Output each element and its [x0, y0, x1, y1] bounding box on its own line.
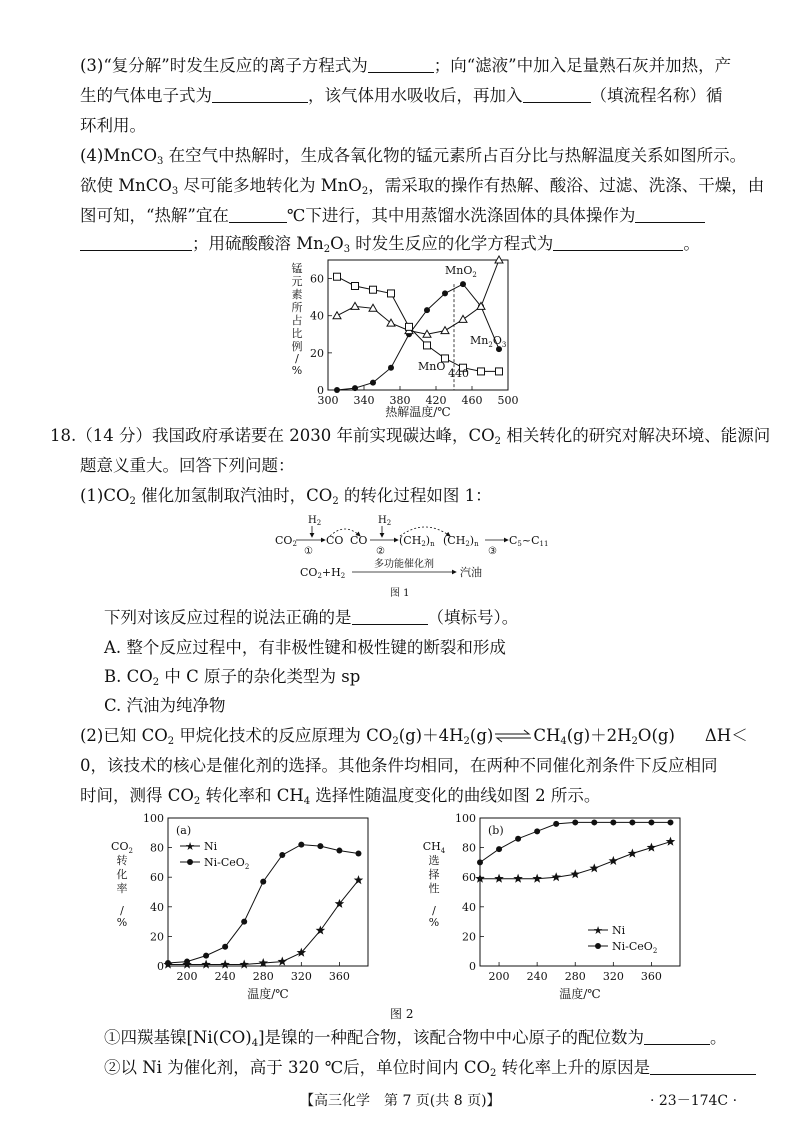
overall-product: 汽油	[460, 566, 482, 579]
x-tick-label: 280	[252, 970, 274, 983]
data-point-Ni	[609, 856, 619, 865]
svg-text:%: %	[291, 364, 303, 377]
co2-conversion-chart	[108, 812, 378, 1004]
figure-2-caption: 图 2	[390, 1007, 414, 1021]
overall-reactants: CO2+H2	[300, 566, 346, 580]
x-tick-label: 320	[602, 970, 624, 983]
y-tick-label: 20	[462, 930, 476, 944]
svg-text:素: 素	[291, 288, 303, 301]
data-point-MnO	[496, 368, 503, 375]
answer-blank[interactable]	[212, 87, 308, 103]
x-tick-label: 280	[564, 970, 586, 983]
data-point-Ni-CeO2	[336, 848, 342, 854]
data-point-Ni-CeO2	[203, 953, 209, 959]
svg-text:CH4: $CH_4$	[422, 840, 446, 855]
data-point-MnO2	[388, 365, 394, 371]
data-point-Ni-CeO2	[279, 852, 285, 858]
x-tick-label: 420	[425, 394, 447, 407]
data-point-Ni-CeO2	[534, 828, 540, 834]
data-point-MnO	[388, 290, 395, 297]
data-point-Ni	[278, 957, 288, 966]
q18-sub1: ①四羰基镍$[Ni(CO)_4]$是镍的一种配合物，该配合物中中心原子的配位数为 。	[104, 1028, 727, 1049]
data-point-Ni	[220, 960, 230, 969]
data-point-MnO	[406, 323, 413, 330]
svg-text:锰: 锰	[291, 262, 303, 275]
y-tick-label: 40	[462, 900, 476, 914]
series-line-Ni	[168, 880, 359, 964]
answer-blank[interactable]	[644, 1029, 710, 1045]
data-point-Ni-CeO2	[648, 819, 654, 825]
equilibrium-arrow-icon	[493, 730, 533, 742]
svg-text:/: /	[432, 904, 436, 917]
data-point-MnO2	[334, 387, 340, 393]
q17-p3-line2: 生的气体电子式为 ，该气体用水吸收后，再加入 （填流程名称）循	[80, 86, 723, 105]
data-point-Ni	[666, 837, 676, 846]
co2-conversion-scheme	[270, 510, 549, 602]
q18-sub2: ②以 Ni 为催化剂，高于 320 ℃后，单位时间内 $CO_2$ 转化率上升的原因是	[104, 1057, 756, 1085]
x-tick-label: 320	[290, 970, 312, 983]
data-point-MnO	[352, 283, 359, 290]
step-2: ②	[376, 546, 385, 557]
data-point-Ni	[239, 960, 249, 969]
data-point-MnO	[370, 286, 377, 293]
data-point-Ni-CeO2	[591, 819, 597, 825]
data-point-Ni-CeO2	[241, 919, 247, 925]
svg-text:例: 例	[291, 340, 303, 353]
option-b: B. $CO_2$ 中 C 原子的杂化类型为 sp	[104, 667, 361, 688]
q17-p4-line3: 图可知，“热解”宜在 ℃下进行，其中用蒸馏水洗涤固体的具体操作为	[80, 205, 705, 227]
label-mno: MnO	[418, 360, 446, 373]
data-point-Mn2O3	[333, 312, 341, 319]
data-point-Ni-CeO2	[222, 944, 228, 950]
y-tick-label: 0	[469, 960, 476, 973]
scheme-co2: CO2	[275, 534, 297, 548]
data-point-Ni	[494, 874, 504, 883]
y-tick-label: 60	[462, 871, 476, 885]
footer-page-info: 【高三化学 第 7 页(共 8 页)】	[300, 1093, 501, 1109]
x-tick-label: 460	[461, 394, 483, 407]
data-point-Ni	[570, 869, 580, 878]
svg-text:CO2: $CO_2$	[111, 840, 133, 855]
answer-blank[interactable]	[635, 207, 705, 223]
data-point-Ni-CeO2	[515, 836, 521, 842]
data-point-MnO	[478, 368, 485, 375]
q18-p2-line2: 0，该技术的核心是催化剂的选择。其他条件均相同，在两种不同催化剂条件下反应相同	[80, 756, 718, 775]
x-tick-label: 360	[640, 970, 662, 983]
q18-p1-question: 下列对该反应过程的说法正确的是 （填标号）。	[104, 608, 519, 627]
answer-blank[interactable]	[650, 1059, 756, 1075]
q18-p2-line1: (2)已知 $CO_2$ 甲烷化技术的反应原理为 $CO_2(g)+4H_2(g)$ $CH_4(g)+2H_2O(g)$ ΔH＜	[80, 726, 748, 747]
answer-blank[interactable]	[368, 57, 434, 73]
data-point-Ni	[316, 925, 326, 934]
svg-text:Ni: Ni	[204, 840, 218, 853]
catalyst-label: 多功能催化剂	[374, 559, 434, 570]
answer-blank[interactable]	[553, 235, 683, 251]
data-point-Ni-CeO2	[317, 843, 323, 849]
answer-blank[interactable]	[352, 609, 428, 625]
data-point-Ni	[628, 849, 638, 858]
svg-text:★: ★	[185, 840, 195, 853]
svg-text:占: 占	[291, 314, 303, 327]
scheme-co-2: CO	[350, 534, 368, 547]
x-tick-label: 200	[488, 970, 510, 983]
svg-text:转: 转	[116, 854, 128, 867]
data-point-Ni-CeO2	[298, 842, 304, 848]
h2-label-2: $H_2$	[378, 515, 392, 527]
label-440: 440	[448, 367, 469, 380]
figure-1-caption: 图 1	[390, 588, 410, 599]
y-tick-label: 20	[150, 930, 164, 944]
answer-blank[interactable]	[80, 235, 192, 251]
data-point-Ni	[551, 872, 561, 881]
data-point-Ni-CeO2	[667, 819, 673, 825]
x-tick-label: 200	[176, 970, 198, 983]
svg-text:★: ★	[593, 924, 603, 937]
data-point-MnO	[424, 342, 431, 349]
q18-header-line1: 18.（14 分）我国政府承诺要在 2030 年前实现碳达峰，$CO_2$ 相关转化的研究对解决环境、能源问	[50, 426, 771, 447]
svg-text:%: %	[428, 916, 440, 929]
y-tick-label: 0	[157, 960, 164, 973]
data-point-MnO2	[370, 380, 376, 386]
data-point-MnO2	[352, 385, 358, 391]
y-tick-label: 60	[310, 272, 324, 286]
data-point-Ni-CeO2	[496, 846, 502, 852]
data-point-Mn2O3	[351, 302, 359, 309]
svg-text:%: %	[116, 916, 128, 929]
data-point-MnO2	[424, 307, 430, 313]
x-tick-label: 300	[317, 394, 339, 407]
q18-p1-line: $(1)CO_2$ 催化加氢制取汽油时，$CO_2$ 的转化过程如图 1：	[80, 486, 492, 507]
chart2b-ylabel	[423, 840, 446, 929]
x-tick-label: 360	[328, 970, 350, 983]
svg-text:性: 性	[428, 882, 440, 895]
svg-text:Ni: Ni	[612, 924, 626, 937]
series-line-MnO	[337, 277, 499, 372]
svg-text:/: /	[120, 904, 124, 917]
chart2a-legend	[180, 840, 249, 871]
svg-text:率: 率	[116, 882, 128, 895]
data-point-Ni	[201, 960, 211, 969]
svg-text:Ni-CeO2: Ni-CeO$_2$	[204, 856, 250, 871]
y-tick-label: 0	[317, 384, 324, 397]
answer-blank[interactable]	[523, 87, 591, 103]
data-point-Mn2O3	[459, 315, 467, 322]
svg-text:化: 化	[116, 868, 128, 881]
y-tick-label: 100	[143, 812, 164, 825]
y-tick-label: 20	[310, 346, 324, 360]
data-point-Ni	[647, 843, 657, 852]
panel-b-label: (b)	[488, 824, 504, 837]
chart1-xlabel: 热解温度/℃	[385, 405, 451, 419]
chart2a-frame	[168, 818, 368, 966]
chart2b-legend	[588, 924, 657, 955]
answer-blank[interactable]	[229, 207, 287, 223]
svg-text:比: 比	[291, 327, 303, 340]
scheme-co-1: CO	[326, 534, 344, 547]
q17-p3-line1: (3)“复分解”时发生反应的离子方程式为 ；向“滤液”中加入足量熟石灰并加热，产	[80, 56, 732, 75]
scheme-ch2n-2: (CH2)n	[443, 534, 479, 548]
data-point-Mn2O3	[441, 327, 449, 334]
svg-text:所: 所	[291, 301, 303, 314]
svg-text:元: 元	[291, 275, 303, 288]
data-point-Ni-CeO2	[260, 879, 266, 885]
svg-text:Ni-CeO2: Ni-CeO$_2$	[612, 940, 658, 955]
data-point-Ni-CeO2	[610, 819, 616, 825]
data-point-Ni-CeO2	[184, 959, 190, 965]
mn-oxide-chart	[288, 258, 518, 420]
svg-text:择: 择	[428, 868, 440, 881]
data-point-Ni	[513, 874, 523, 883]
data-point-Ni	[590, 863, 600, 872]
y-tick-label: 80	[150, 841, 164, 855]
y-tick-label: 40	[310, 309, 324, 323]
step-3: ③	[488, 546, 497, 557]
q18-header-line2: 题意义重大。回答下列问题：	[80, 456, 295, 475]
series-line-Ni-CeO2	[480, 822, 671, 862]
footer-code: · 23－174C ·	[650, 1093, 738, 1109]
chart2a-ylabel	[111, 840, 133, 929]
y-tick-label: 80	[462, 841, 476, 855]
panel-a-label: (a)	[176, 824, 192, 837]
y-tick-label: 60	[150, 871, 164, 885]
option-c: C. 汽油为纯净物	[104, 696, 226, 715]
data-point-MnO	[334, 273, 341, 280]
data-point-Ni	[354, 875, 364, 884]
data-point-Ni-CeO2	[629, 819, 635, 825]
svg-text:选: 选	[428, 854, 440, 867]
q18-p2-line3: 时间，测得 $CO_2$ 转化率和 $CH_4$ 选择性随温度变化的曲线如图 2 所示。	[80, 786, 601, 807]
step-1: ①	[304, 546, 313, 557]
data-point-Ni-CeO2	[165, 960, 171, 966]
y-tick-label: 40	[150, 900, 164, 914]
data-point-Ni-CeO2	[572, 819, 578, 825]
data-point-Ni-CeO2	[553, 821, 559, 827]
svg-text:/: /	[295, 352, 299, 365]
y-tick-label: 100	[455, 812, 476, 825]
data-point-Ni-CeO2	[477, 859, 483, 865]
data-point-Ni-CeO2	[355, 851, 361, 857]
scheme-product: C5~C11	[509, 534, 549, 548]
label-mn2o3: $Mn_2O_3$	[470, 334, 507, 349]
label-mno2: MnO$_2$	[445, 264, 477, 279]
q17-p4-line1: (4)MnCO$_3$ 在空气中热解时，生成各氧化物的锰元素所占百分比与热解温度关系如图所示。	[80, 146, 747, 167]
q17-p3-line3: 环利用。	[80, 116, 146, 135]
ch4-selectivity-chart	[420, 812, 690, 1004]
h2-label-1: $H_2$	[308, 515, 322, 527]
data-point-Ni	[532, 874, 542, 883]
x-tick-label: 240	[526, 970, 548, 983]
data-point-MnO2	[442, 290, 448, 296]
x-tick-label: 240	[214, 970, 236, 983]
x-tick-label: 380	[389, 394, 411, 407]
x-tick-label: 500	[497, 394, 519, 407]
chart1-ylabel	[292, 261, 303, 377]
data-point-MnO2	[460, 281, 466, 287]
q17-p4-line2: 欲使 MnCO$_3$ 尽可能多地转化为 MnO$_2$，需采取的操作有热解、酸浴、过滤、洗涤、干燥，由	[80, 176, 765, 197]
chart2b-xlabel: 温度/℃	[559, 987, 601, 1001]
option-a: A. 整个反应过程中，有非极性键和极性键的断裂和形成	[104, 638, 506, 657]
x-tick-label: 340	[353, 394, 375, 407]
chart2a-xlabel: 温度/℃	[247, 987, 289, 1001]
q17-p4-line4: ；用硫酸酸溶 $Mn_2O_3$ 时发生反应的化学方程式为 。	[80, 233, 700, 261]
scheme-ch2n-1: (CH2)n	[399, 534, 435, 548]
